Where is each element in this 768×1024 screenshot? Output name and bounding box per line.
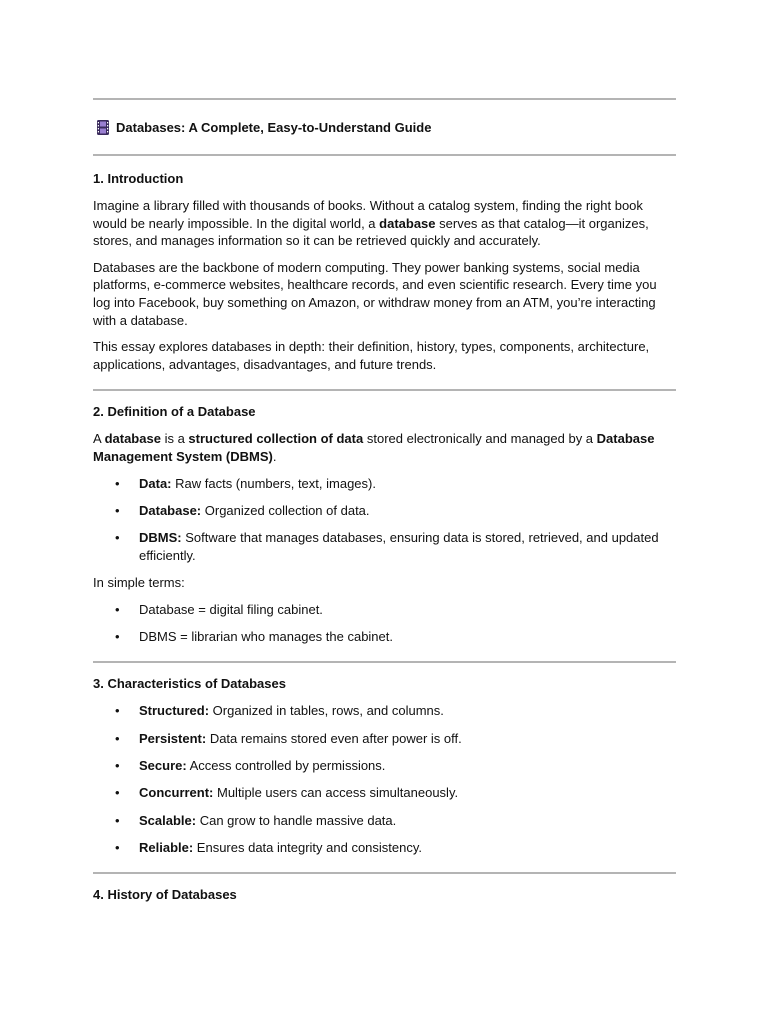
list-item: • Secure: Access controlled by permissions. (115, 758, 386, 773)
section-introduction (93, 156, 676, 373)
list-item: • Persistent: Data remains stored even after power is off. (115, 730, 462, 746)
section-history (93, 874, 676, 904)
film-strip-icon (97, 120, 109, 135)
section-heading: 2. Definition of a Database (93, 404, 256, 420)
document-title: Databases: A Complete, Easy-to-Understand Guide (116, 119, 432, 135)
list-item: • Database = digital filing cabinet. (115, 601, 323, 617)
characteristics-list (93, 702, 676, 856)
paragraph: A database is a structured collection of data stored electronically and managed by a Database Management System (DBMS). (93, 431, 655, 464)
section-heading: 4. History of Databases (93, 887, 237, 903)
list-item: • DBMS: Software that manages databases, ensuring data is stored, retrieved, and updated efficiently. (115, 530, 659, 563)
section-definition (93, 391, 676, 645)
list-item: • Structured: Organized in tables, rows, and columns. (115, 703, 444, 719)
paragraph: Imagine a library filled with thousands of books. Without a catalog system, finding the right book would be nearly impossible. In the digital world, a database serves as that catalog—it organizes, stores, and manages information so it can be retrieved quickly and accurately. (93, 198, 649, 249)
paragraph: Databases are the backbone of modern computing. They power banking systems, social media platforms, e-commerce websites, healthcare records, and even scientific research. Every time you log into Facebook, buy something on Amazon, or withdraw money from an ATM, you’re interacting with a database. (93, 259, 657, 328)
definition-list (93, 475, 676, 565)
paragraph: This essay explores databases in depth: their definition, history, types, components, architecture, applications, advantages, disadvantages, and future trends. (93, 339, 650, 372)
list-item: • Data: Raw facts (numbers, text, images). (115, 475, 376, 491)
section-heading: 3. Characteristics of Databases (93, 676, 286, 692)
list-item: • DBMS = librarian who manages the cabinet. (115, 628, 393, 644)
section-heading: 1. Introduction (93, 171, 184, 186)
simple-terms-list (93, 601, 676, 646)
document-title-row (93, 100, 676, 154)
paragraph: In simple terms: (93, 574, 185, 590)
list-item: • Concurrent: Multiple users can access simultaneously. (115, 785, 459, 801)
section-characteristics (93, 663, 676, 856)
document-content (93, 98, 676, 904)
list-item: • Database: Organized collection of data. (115, 502, 370, 518)
list-item: • Reliable: Ensures data integrity and consistency. (115, 839, 423, 855)
list-item: • Scalable: Can grow to handle massive data. (115, 812, 397, 828)
